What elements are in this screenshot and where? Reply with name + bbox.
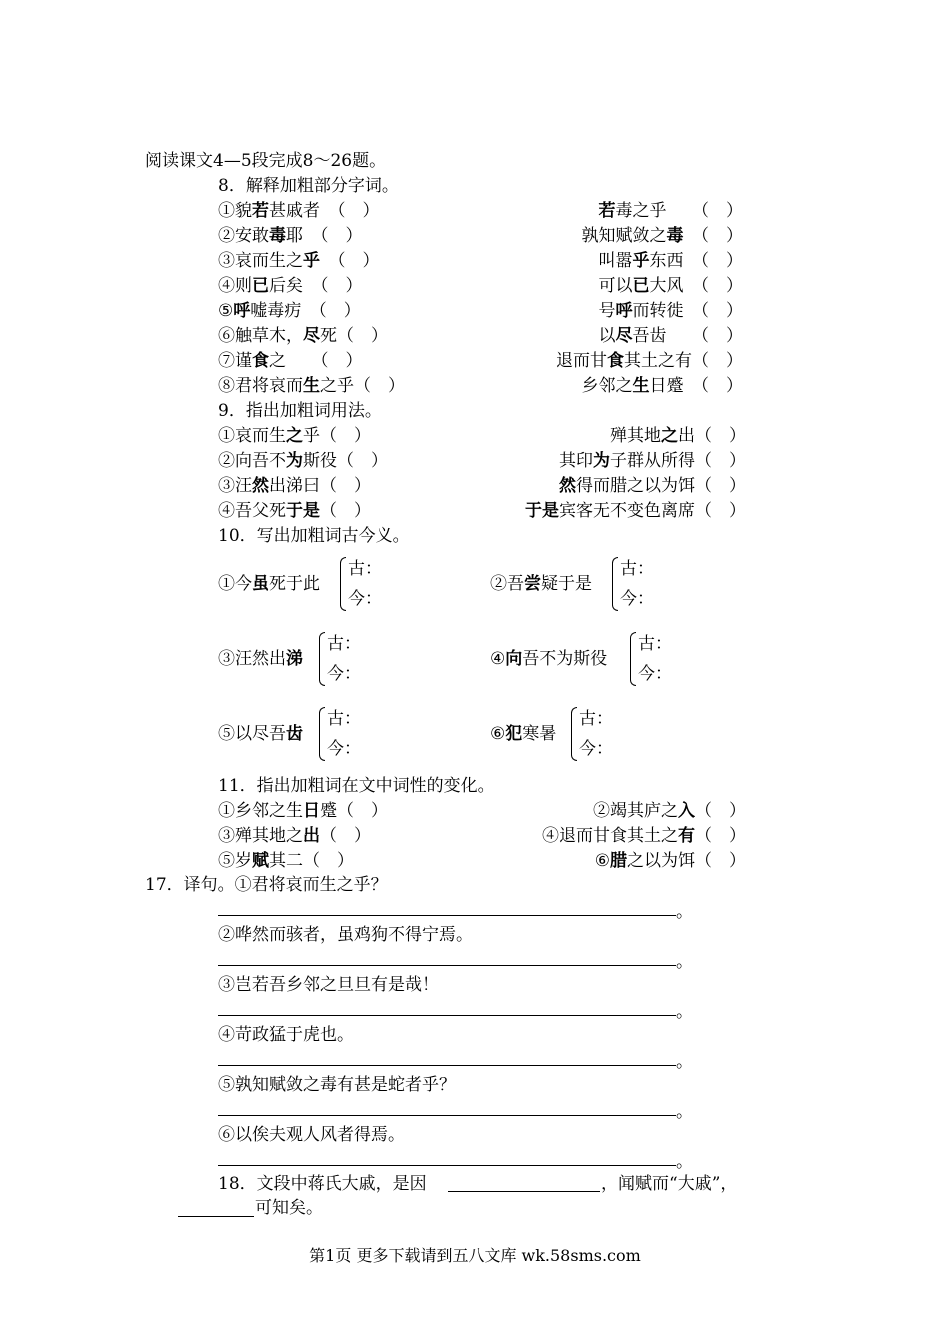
answer-line: [218, 1165, 676, 1166]
bold-word: 若: [598, 201, 616, 221]
item-line: [559, 450, 746, 472]
bold-word: 齿: [286, 724, 303, 744]
item-text: ①乡邻之生: [218, 801, 303, 821]
item-text: ③汪然出: [218, 649, 286, 669]
bold-word: 食: [607, 351, 624, 371]
item-line: [218, 500, 371, 522]
q10-gu-label: 古：: [638, 634, 672, 654]
item-line: [218, 325, 388, 347]
intro-line: 阅读课文4—5段完成8～26题。: [145, 151, 387, 171]
item-text: ①今: [218, 574, 252, 594]
translate-sentence: ⑤孰知赋敛之毒有甚是蛇者乎？: [218, 1075, 456, 1095]
item-text: ③殚其地之: [218, 826, 303, 846]
item-text: 吾齿 （ ）: [632, 326, 743, 346]
translate-sentence: ④苛政猛于虎也。: [218, 1025, 354, 1045]
item-text: 斯役（ ）: [303, 451, 388, 471]
bold-word: 犯: [505, 724, 523, 744]
bold-word: 已: [252, 276, 269, 296]
bold-word: 乎: [303, 251, 320, 271]
item-line: [218, 375, 405, 397]
bold-word: 尽: [303, 326, 320, 346]
item-text: 宾客无不变色离席（ ）: [559, 501, 746, 521]
q10-item: [218, 723, 303, 745]
item-text: 大风 （ ）: [649, 276, 743, 296]
item-text: 之 （ ）: [269, 351, 363, 371]
item-text: 孰知赋敛之: [581, 226, 667, 246]
q10-jin-label: 今：: [348, 589, 382, 609]
item-text: ⑧君将哀而: [218, 376, 303, 396]
bold-word: 向: [505, 649, 523, 669]
item-text: 其土之有（ ）: [624, 351, 743, 371]
item-text: 吾不为斯役: [522, 649, 608, 669]
item-text: 疑于是: [541, 574, 592, 594]
bold-word: 呼: [615, 301, 633, 321]
item-text: 叫嚣: [598, 251, 633, 271]
item-text: 后矣 （ ）: [269, 276, 363, 296]
q10-item: [490, 723, 556, 745]
end-mark: 。: [676, 1102, 693, 1122]
item-line: [599, 300, 744, 322]
item-text: ⑥: [594, 851, 610, 871]
item-line: [218, 475, 371, 497]
item-text: ⑤: [218, 301, 234, 321]
bold-word: 尽: [615, 326, 633, 346]
bold-word: 毒: [269, 226, 286, 246]
item-line: [599, 200, 744, 222]
item-text: 之乎（ ）: [320, 376, 405, 396]
bold-word: 出: [303, 826, 320, 846]
bold-word: 赋: [252, 851, 269, 871]
item-text: ⑤以尽吾: [218, 724, 286, 744]
bold-word: 毒: [666, 226, 684, 246]
bold-word: 之: [286, 426, 303, 446]
brace: [571, 707, 577, 761]
bold-word: 然: [252, 476, 269, 496]
q18-line2: 可知矣。: [255, 1198, 323, 1218]
item-text: 其二（ ）: [269, 851, 354, 871]
item-text: ③汪: [218, 476, 252, 496]
item-text: 之以为饵（ ）: [627, 851, 746, 871]
q18-blank-2: [178, 1216, 254, 1217]
end-mark: 。: [676, 952, 693, 972]
end-mark: 。: [676, 1152, 693, 1172]
item-text: 退而甘: [556, 351, 607, 371]
item-line: [599, 250, 744, 272]
bold-word: 于是: [525, 501, 559, 521]
item-line: [593, 800, 746, 822]
q8-title: 8．解释加粗部分字词。: [218, 176, 399, 196]
item-line: [556, 350, 743, 372]
q10-gu-label: 古：: [327, 634, 361, 654]
item-line: [218, 200, 380, 222]
q10-gu-label: 古：: [348, 559, 382, 579]
item-text: 殚其地: [610, 426, 661, 446]
brace: [340, 557, 346, 611]
item-line: [218, 825, 371, 847]
q10-item: [490, 573, 592, 595]
q10-item: [218, 573, 320, 595]
item-text: ①哀而生: [218, 426, 286, 446]
item-text: ④: [490, 649, 506, 669]
item-text: （ ）: [683, 226, 743, 246]
q9-title: 9．指出加粗词用法。: [218, 401, 382, 421]
item-text: 以: [598, 326, 616, 346]
q10-gu-label: 古：: [579, 709, 613, 729]
q17-title: 17．译句。①君将哀而生之乎？: [145, 875, 388, 895]
bold-word: 有: [678, 826, 695, 846]
item-text: 而转徙 （ ）: [632, 301, 743, 321]
item-line: [218, 425, 371, 447]
q10-jin-label: 今：: [579, 739, 613, 759]
item-line: [525, 500, 746, 522]
item-text: 子群从所得（ ）: [610, 451, 746, 471]
bold-word: 呼: [233, 301, 251, 321]
item-text: ②吾: [490, 574, 524, 594]
item-text: ⑦谨: [218, 351, 252, 371]
item-text: 得而腊之以为饵（ ）: [576, 476, 746, 496]
q10-gu-label: 古：: [327, 709, 361, 729]
end-mark: 。: [676, 1002, 693, 1022]
translate-sentence: ②哗然而骇者，虽鸡狗不得宁焉。: [218, 925, 473, 945]
end-mark: 。: [676, 1052, 693, 1072]
bold-word: 已: [632, 276, 650, 296]
bold-word: 腊: [610, 851, 627, 871]
item-text: ②竭其庐之: [593, 801, 678, 821]
item-text: 蹙（ ）: [320, 801, 388, 821]
item-line: [218, 800, 388, 822]
bold-word: 之: [661, 426, 678, 446]
q18-line1-end: ，闻赋而“大戚”，: [601, 1174, 738, 1194]
item-line: [218, 350, 363, 372]
answer-line: [218, 1015, 676, 1016]
item-line: [610, 425, 746, 447]
item-line: [542, 825, 746, 847]
item-text: 毒之乎 （ ）: [615, 201, 743, 221]
item-line: [218, 850, 354, 872]
item-text: 嘘毒疠 （ ）: [250, 301, 361, 321]
item-text: ④退而甘食其土之: [542, 826, 678, 846]
item-line: [559, 475, 746, 497]
q11-title: 11．指出加粗词在文中词性的变化。: [218, 776, 495, 796]
item-line: [218, 300, 361, 322]
item-line: [595, 850, 746, 872]
item-text: ④则: [218, 276, 252, 296]
end-mark: 。: [676, 902, 693, 922]
answer-line: [218, 1115, 676, 1116]
answer-line: [218, 1065, 676, 1066]
item-text: 出（ ）: [678, 426, 746, 446]
item-text: 乡邻之: [581, 376, 633, 396]
bold-word: 入: [678, 801, 695, 821]
bold-word: 生: [303, 376, 320, 396]
item-line: [218, 275, 363, 297]
bold-word: 于是: [286, 501, 320, 521]
answer-line: [218, 915, 676, 916]
item-text: （ ）: [695, 801, 746, 821]
item-text: ②向吾不: [218, 451, 286, 471]
bold-word: 若: [252, 201, 269, 221]
item-text: 死（ ）: [320, 326, 388, 346]
item-line: [218, 450, 388, 472]
item-line: [599, 275, 744, 297]
q18-line1-start: 18．文段中蒋氏大戚，是因: [218, 1174, 427, 1194]
item-text: 号: [598, 301, 616, 321]
item-text: ⑥触草木，: [218, 326, 303, 346]
q10-jin-label: 今：: [327, 739, 361, 759]
item-line: [218, 225, 363, 247]
item-text: 耶 （ ）: [286, 226, 363, 246]
item-text: ⑤岁: [218, 851, 252, 871]
q10-gu-label: 古：: [620, 559, 654, 579]
item-text: 乎（ ）: [303, 426, 371, 446]
translate-sentence: ⑥以俟夫观人风者得焉。: [218, 1125, 405, 1145]
bold-word: 虽: [252, 574, 269, 594]
bold-word: 为: [286, 451, 303, 471]
q18-blank-1: [448, 1191, 600, 1192]
brace: [630, 632, 636, 686]
q10-item: [490, 648, 607, 670]
item-text: 寒暑: [522, 724, 557, 744]
item-text: （ ）: [320, 501, 371, 521]
item-line: [599, 325, 744, 347]
bold-word: 乎: [632, 251, 650, 271]
item-text: 其印: [559, 451, 593, 471]
item-text: （ ）: [320, 251, 380, 271]
brace: [319, 707, 325, 761]
q10-title: 10．写出加粗词古今义。: [218, 526, 410, 546]
translate-sentence: ③岂若吾乡邻之旦旦有是哉！: [218, 975, 439, 995]
brace: [612, 557, 618, 611]
item-line: [582, 225, 744, 247]
bold-word: 日: [303, 801, 320, 821]
bold-word: 尝: [524, 574, 541, 594]
q10-item: [218, 648, 303, 670]
item-text: 出涕曰（ ）: [269, 476, 371, 496]
item-text: 日蹙 （ ）: [649, 376, 743, 396]
q10-jin-label: 今：: [620, 589, 654, 609]
item-text: ①貌: [218, 201, 252, 221]
bold-word: 然: [559, 476, 576, 496]
item-line: [582, 375, 744, 397]
item-text: 甚戚者 （ ）: [269, 201, 380, 221]
item-text: 东西 （ ）: [649, 251, 743, 271]
item-text: ②安敢: [218, 226, 269, 246]
item-text: ⑥: [490, 724, 506, 744]
item-text: 可以: [598, 276, 633, 296]
item-text: （ ）: [320, 826, 371, 846]
item-text: ④吾父死: [218, 501, 286, 521]
bold-word: 食: [252, 351, 269, 371]
item-text: ③哀而生之: [218, 251, 303, 271]
bold-word: 生: [632, 376, 650, 396]
bold-word: 涕: [286, 649, 303, 669]
item-line: [218, 250, 380, 272]
brace: [319, 632, 325, 686]
item-text: （ ）: [695, 826, 746, 846]
q10-jin-label: 今：: [638, 664, 672, 684]
item-text: 死于此: [269, 574, 320, 594]
page-footer: 第1页 更多下载请到五八文库 wk.58sms.com: [309, 1246, 641, 1265]
bold-word: 为: [593, 451, 610, 471]
q10-jin-label: 今：: [327, 664, 361, 684]
answer-line: [218, 965, 676, 966]
